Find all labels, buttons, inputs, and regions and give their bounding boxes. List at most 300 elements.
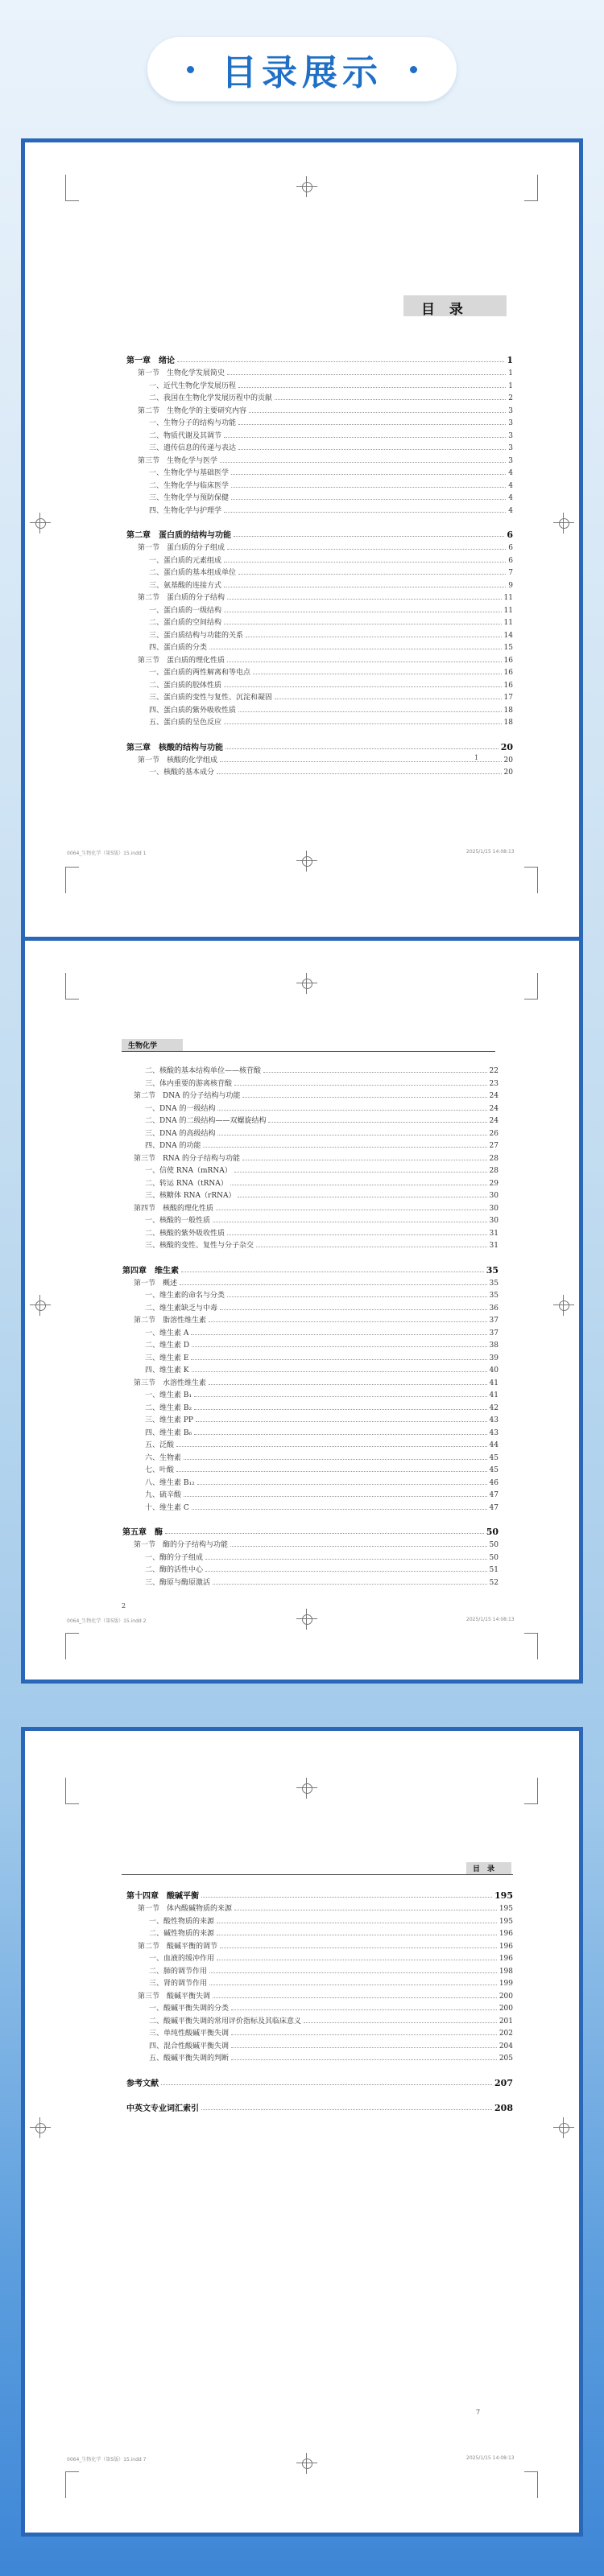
toc-entry-page: 18: [503, 706, 513, 715]
toc-entry-page: 199: [499, 1980, 513, 1988]
toc-entry-page: 44: [489, 1441, 499, 1449]
toc-entry-page: 28: [489, 1167, 499, 1175]
toc-section-row: [126, 1902, 513, 1915]
toc-entry-page: 36: [489, 1304, 499, 1313]
header-rule: [122, 1874, 513, 1875]
dot-leader: [161, 2084, 492, 2085]
bullet-dot-icon: [410, 66, 417, 73]
toc-chapter-row: [126, 2096, 513, 2115]
toc-entry-page: 35: [486, 1264, 499, 1276]
print-footer-left: 0064_生物化学（第5版）15.indd 2: [67, 1618, 147, 1624]
toc-entry-title: 三、单纯性酸碱平衡失调: [149, 2030, 230, 2038]
toc-entry-page: 37: [489, 1317, 499, 1325]
toc-entry-title: 第一章 绪论: [126, 357, 175, 365]
toc-item-row: [122, 1364, 499, 1377]
dot-leader: [231, 474, 506, 475]
toc-entry-page: 39: [489, 1354, 499, 1362]
toc-entry-title: 第一节 体内酸碱物质的来源: [138, 1905, 233, 1913]
toc-entry-page: 200: [499, 2005, 513, 2013]
toc-entry-title: 第一节 蛋白质的分子组成: [138, 544, 225, 552]
toc-item-row: [122, 1065, 499, 1078]
dot-leader: [227, 1296, 487, 1297]
dot-leader: [192, 1346, 486, 1347]
toc-item-row: [122, 1389, 499, 1402]
toc-entry-page: 198: [499, 1967, 513, 1976]
toc-entry-title: 二、转运 RNA（tRNA）: [145, 1179, 228, 1188]
toc-item-row: [122, 1115, 499, 1127]
crop-mark-icon: [524, 973, 538, 999]
toc-entry-page: 43: [489, 1416, 499, 1424]
toc-item-row: [126, 616, 513, 629]
toc-entry-title: 第五章 酶: [122, 1528, 163, 1537]
toc-entry-page: 207: [494, 2077, 513, 2088]
toc-entry-page: 37: [489, 1329, 499, 1337]
toc-list: [122, 1065, 499, 1589]
toc-chapter-row: [122, 1258, 499, 1277]
page-number: 7: [476, 2409, 481, 2416]
toc-section-row: [122, 1277, 499, 1290]
toc-list: [126, 348, 513, 779]
toc-item-row: [122, 1477, 499, 1490]
toc-section-row: [126, 1940, 513, 1953]
toc-entry-title: 一、近代生物化学发展历程: [149, 381, 237, 390]
toc-entry-title: 第二节 酸碱平衡的调节: [138, 1942, 218, 1951]
crop-mark-icon: [65, 1633, 79, 1659]
dot-leader: [201, 2109, 492, 2110]
toc-item-row: [126, 380, 513, 393]
toc-entry-page: 4: [508, 469, 513, 477]
dot-leader: [220, 462, 506, 463]
toc-item-row: [126, 766, 513, 779]
dot-leader: [234, 1172, 487, 1173]
toc-entry-page: 18: [503, 719, 513, 727]
toc-entry-page: 3: [508, 406, 513, 415]
toc-item-row: [126, 430, 513, 443]
toc-entry-page: 195: [499, 1905, 513, 1913]
toc-entry-page: 20: [503, 756, 513, 765]
toc-entry-title: 二、我国在生物化学发展历程中的贡献: [149, 394, 273, 402]
toc-item-row: [122, 1327, 499, 1340]
toc-section-row: [126, 405, 513, 418]
dot-leader: [191, 1359, 486, 1360]
toc-entry-title: 三、蛋白质结构与功能的关系: [149, 631, 244, 640]
toc-item-row: [122, 1140, 499, 1152]
toc-page-3: [21, 1727, 583, 2537]
toc-entry-title: 六、生物素: [145, 1453, 182, 1462]
toc-entry-title: 二、物质代谢及其调节: [149, 431, 222, 440]
toc-entry-title: 八、维生素 B₁₂: [145, 1478, 195, 1487]
toc-entry-title: 四、维生素 B₆: [145, 1428, 192, 1437]
page-number: 1: [474, 754, 479, 761]
toc-entry-page: 38: [489, 1342, 499, 1350]
dot-leader: [220, 761, 502, 762]
registration-mark-icon: [553, 1295, 574, 1316]
toc-item-row: [122, 1339, 499, 1352]
toc-entry-page: 9: [508, 581, 513, 590]
toc-entry-title: 第三节 蛋白质的理化性质: [138, 656, 225, 665]
toc-entry-page: 1: [507, 355, 513, 365]
toc-entry-page: 29: [489, 1179, 499, 1188]
toc-entry-page: 6: [507, 530, 513, 540]
toc-entry-page: 6: [508, 556, 513, 565]
toc-item-row: [122, 1552, 499, 1564]
toc-item-row: [122, 1189, 499, 1202]
registration-mark-icon: [296, 973, 317, 994]
dot-leader: [176, 1446, 487, 1447]
registration-mark-icon: [30, 1295, 51, 1316]
crop-mark-icon: [524, 175, 538, 201]
toc-entry-page: 15: [503, 644, 513, 652]
toc-item-row: [126, 1965, 513, 1978]
dot-leader: [275, 399, 506, 400]
registration-mark-icon: [30, 513, 51, 534]
toc-entry-title: 七、叶酸: [145, 1466, 175, 1474]
toc-entry-title: 第二节 蛋白质的分子结构: [138, 594, 225, 602]
toc-page-1: [21, 138, 583, 948]
toc-item-row: [122, 1414, 499, 1427]
toc-entry-title: 十、维生素 C: [145, 1503, 189, 1512]
toc-item-row: [126, 1927, 513, 1940]
toc-entry-title: 二、维生素 B₂: [145, 1403, 192, 1412]
toc-entry-title: 二、碱性物质的来源: [149, 1930, 215, 1938]
crop-mark-icon: [65, 2471, 79, 2498]
toc-entry-page: 52: [489, 1578, 499, 1587]
toc-entry-page: 35: [489, 1292, 499, 1300]
toc-item-row: [122, 1289, 499, 1302]
dot-leader: [238, 711, 502, 712]
toc-entry-page: 45: [489, 1453, 499, 1462]
dot-leader: [194, 1409, 486, 1410]
toc-item-row: [126, 554, 513, 567]
toc-entry-page: 7: [508, 569, 513, 577]
toc-heading: 目 录: [421, 302, 468, 318]
dot-leader: [231, 2009, 497, 2010]
toc-entry-page: 11: [503, 619, 513, 627]
banner-title: 目录展示: [221, 52, 383, 93]
toc-entry-title: 二、蛋白质的空间结构: [149, 619, 222, 627]
section-banner: [147, 37, 457, 101]
dot-leader: [224, 562, 506, 563]
dot-leader: [238, 574, 506, 575]
toc-entry-page: 24: [489, 1092, 499, 1100]
toc-entry-title: 三、维生素 PP: [145, 1416, 193, 1424]
dot-leader: [231, 2059, 497, 2060]
toc-item-row: [122, 1177, 499, 1190]
dot-leader: [203, 1147, 486, 1148]
toc-entry-title: 一、核酸的一般性质: [145, 1217, 211, 1225]
dot-leader: [213, 1584, 487, 1585]
toc-entry-page: 205: [499, 2055, 513, 2063]
toc-item-row: [126, 666, 513, 679]
toc-item-row: [122, 1427, 499, 1440]
dot-leader: [234, 1085, 487, 1086]
toc-entry-page: 22: [489, 1067, 499, 1075]
toc-entry-page: 24: [489, 1104, 499, 1113]
dot-leader: [180, 1284, 487, 1285]
toc-section-row: [122, 1202, 499, 1215]
dot-leader: [268, 1122, 486, 1123]
toc-entry-page: 204: [499, 2042, 513, 2050]
toc-entry-page: 30: [489, 1217, 499, 1225]
toc-item-row: [126, 704, 513, 717]
toc-entry-title: 三、遗传信息的传递与表达: [149, 444, 237, 452]
toc-heading-box: [403, 295, 507, 316]
toc-entry-page: 17: [503, 694, 513, 702]
toc-entry-title: 二、肺的调节作用: [149, 1967, 208, 1976]
toc-entry-page: 1: [508, 381, 513, 390]
toc-section-row: [122, 1152, 499, 1165]
toc-entry-page: 4: [508, 481, 513, 490]
toc-item-row: [122, 1227, 499, 1240]
toc-entry-page: 208: [494, 2102, 513, 2113]
toc-entry-title: 第三节 生物化学与医学: [138, 456, 218, 465]
toc-entry-title: 第一节 生物化学发展简史: [138, 369, 225, 377]
registration-mark-icon: [296, 1778, 317, 1799]
running-head-box: [466, 1862, 511, 1874]
toc-entry-title: 二、酶的活性中心: [145, 1566, 204, 1574]
toc-item-row: [126, 641, 513, 654]
toc-entry-title: 五、蛋白质的呈色反应: [149, 719, 222, 727]
toc-list: [126, 1883, 513, 2115]
toc-entry-title: 三、肾的调节作用: [149, 1980, 208, 1988]
toc-entry-page: 6: [508, 544, 513, 552]
dot-leader: [217, 773, 502, 774]
dot-leader: [197, 1484, 487, 1485]
dot-leader: [217, 1135, 486, 1136]
toc-item-row: [126, 442, 513, 455]
toc-item-row: [122, 1577, 499, 1589]
toc-entry-title: 第一节 核酸的化学组成: [138, 756, 218, 765]
dot-leader: [201, 1897, 492, 1898]
toc-chapter-row: [126, 2071, 513, 2090]
dot-leader: [191, 1334, 486, 1335]
toc-entry-title: 二、DNA 的二级结构——双螺旋结构: [145, 1117, 267, 1125]
toc-entry-page: 50: [486, 1527, 499, 1537]
registration-mark-icon: [296, 1609, 317, 1630]
toc-entry-title: 一、蛋白质的一级结构: [149, 606, 222, 615]
toc-item-row: [126, 1952, 513, 1965]
dot-leader: [165, 1533, 484, 1534]
toc-entry-title: 一、蛋白质的两性解离和等电点: [149, 669, 251, 677]
toc-entry-title: 第三节 水溶性维生素: [134, 1379, 207, 1387]
dot-leader: [231, 487, 506, 488]
toc-item-row: [122, 1127, 499, 1140]
running-head-box: [122, 1039, 183, 1051]
toc-section-row: [122, 1377, 499, 1390]
page-sheet: [25, 1731, 579, 2533]
toc-entry-title: 第二节 脂溶性维生素: [134, 1317, 207, 1325]
dot-leader: [231, 499, 506, 500]
registration-mark-icon: [553, 2117, 574, 2138]
toc-entry-title: 中英文专业词汇索引: [126, 2104, 199, 2113]
crop-mark-icon: [524, 1633, 538, 1659]
toc-entry-title: 三、维生素 E: [145, 1354, 189, 1362]
dot-leader: [192, 1371, 487, 1372]
toc-entry-title: 第四节 核酸的理化性质: [134, 1204, 214, 1213]
toc-entry-title: 一、酸碱平衡失调的分类: [149, 2005, 230, 2013]
dot-leader: [192, 1509, 487, 1510]
crop-mark-icon: [65, 175, 79, 201]
toc-item-row: [122, 1103, 499, 1115]
dot-leader: [304, 2022, 497, 2023]
dot-leader: [227, 1234, 487, 1235]
dot-leader: [213, 1997, 497, 1998]
crop-mark-icon: [65, 1778, 79, 1804]
toc-section-row: [122, 1314, 499, 1327]
toc-entry-title: 第二节 生物化学的主要研究内容: [138, 406, 247, 415]
crop-mark-icon: [65, 867, 79, 893]
toc-entry-page: 3: [508, 419, 513, 427]
toc-section-row: [126, 591, 513, 604]
toc-entry-page: 196: [499, 1930, 513, 1938]
toc-entry-title: 一、维生素 B₁: [145, 1391, 192, 1399]
header-rule: [122, 1051, 495, 1052]
toc-chapter-row: [126, 1883, 513, 1902]
toc-entry-page: 3: [508, 456, 513, 465]
toc-entry-page: 27: [489, 1142, 499, 1150]
toc-entry-title: 三、生物化学与预防保健: [149, 494, 230, 502]
toc-entry-title: 第二节 DNA 的分子结构与功能: [134, 1092, 241, 1100]
registration-mark-icon: [296, 2453, 317, 2474]
toc-section-row: [126, 455, 513, 468]
dot-leader: [224, 437, 506, 438]
toc-item-row: [126, 2002, 513, 2015]
dot-leader: [231, 2034, 497, 2035]
toc-entry-page: 11: [503, 606, 513, 615]
toc-entry-page: 50: [489, 1553, 499, 1562]
toc-entry-page: 51: [489, 1566, 499, 1574]
toc-item-row: [122, 1214, 499, 1227]
toc-entry-title: 三、氨基酸的连接方式: [149, 581, 222, 590]
toc-entry-page: 23: [489, 1079, 499, 1088]
dot-leader: [209, 1321, 487, 1322]
toc-entry-page: 31: [489, 1242, 499, 1250]
toc-section-row: [122, 1539, 499, 1552]
toc-entry-title: 第十四章 酸碱平衡: [126, 1892, 199, 1901]
toc-entry-title: 二、维生素缺乏与中毒: [145, 1304, 218, 1313]
dot-leader: [234, 536, 504, 537]
toc-entry-title: 第四章 维生素: [122, 1266, 179, 1276]
toc-entry-page: 47: [489, 1503, 499, 1512]
toc-entry-title: 二、核酸的基本结构单位——核苷酸: [145, 1067, 262, 1075]
toc-entry-title: 三、核糖体 RNA（rRNA）: [145, 1192, 236, 1200]
toc-entry-title: 一、维生素的命名与分类: [145, 1292, 225, 1300]
toc-entry-title: 一、酶的分子组成: [145, 1553, 204, 1562]
toc-entry-page: 14: [503, 631, 513, 640]
toc-entry-title: 三、酶原与酶原激活: [145, 1578, 211, 1587]
toc-entry-title: 一、血液的缓冲作用: [149, 1955, 215, 1963]
dot-leader: [224, 686, 502, 687]
crop-mark-icon: [524, 2471, 538, 2498]
toc-item-row: [122, 1489, 499, 1502]
toc-section-row: [126, 542, 513, 554]
toc-item-row: [126, 1915, 513, 1928]
toc-entry-page: 20: [503, 769, 513, 777]
toc-entry-title: 二、维生素 D: [145, 1342, 190, 1350]
toc-entry-title: 四、混合性酸碱平衡失调: [149, 2042, 230, 2050]
toc-entry-page: 26: [489, 1129, 499, 1138]
dot-leader: [230, 1546, 487, 1547]
toc-entry-page: 46: [489, 1478, 499, 1487]
toc-entry-title: 一、生物化学与基础医学: [149, 469, 230, 477]
dot-leader: [220, 1947, 497, 1948]
print-footer-right: 2025/1/15 14:08:13: [466, 2455, 515, 2461]
toc-entry-title: 四、生物化学与护理学: [149, 506, 222, 515]
dot-leader: [224, 512, 506, 513]
toc-entry-page: 16: [503, 681, 513, 690]
toc-item-row: [122, 1439, 499, 1452]
dot-leader: [194, 1396, 486, 1397]
toc-item-row: [122, 1564, 499, 1577]
page-number: 2: [122, 1602, 126, 1609]
toc-entry-page: 196: [499, 1942, 513, 1951]
toc-item-row: [122, 1402, 499, 1415]
toc-entry-title: 一、信使 RNA（mRNA）: [145, 1167, 232, 1175]
toc-entry-page: 50: [489, 1541, 499, 1549]
page-sheet: [25, 142, 579, 944]
toc-entry-page: 30: [489, 1204, 499, 1213]
toc-chapter-row: [126, 522, 513, 542]
toc-entry-title: 五、酸碱平衡失调的判断: [149, 2055, 230, 2063]
toc-entry-page: 40: [489, 1366, 499, 1375]
dot-leader: [227, 599, 502, 600]
toc-entry-title: 一、酸性物质的来源: [149, 1917, 215, 1926]
toc-entry-page: 16: [503, 669, 513, 677]
toc-entry-title: 二、蛋白质的胶体性质: [149, 681, 222, 690]
toc-entry-page: 2: [508, 394, 513, 402]
toc-chapter-row: [126, 735, 513, 754]
toc-entry-title: 第一节 概述: [134, 1279, 178, 1288]
dot-leader: [227, 549, 506, 550]
toc-page-2: [21, 937, 583, 1684]
dot-leader: [177, 361, 504, 362]
toc-item-row: [122, 1078, 499, 1090]
toc-entry-title: 第三节 RNA 的分子结构与功能: [134, 1154, 241, 1163]
print-footer-right: 2025/1/15 14:08:13: [466, 1617, 515, 1622]
dot-leader: [184, 1496, 487, 1497]
toc-item-row: [126, 2027, 513, 2040]
toc-item-row: [126, 2040, 513, 2053]
toc-item-row: [122, 1239, 499, 1252]
registration-mark-icon: [553, 513, 574, 534]
toc-entry-page: 4: [508, 494, 513, 502]
toc-item-row: [126, 716, 513, 729]
dot-leader: [238, 449, 506, 450]
dot-leader: [196, 1421, 487, 1422]
dot-leader: [209, 1384, 487, 1385]
toc-item-row: [126, 691, 513, 704]
toc-item-row: [126, 629, 513, 642]
dot-leader: [231, 2047, 497, 2048]
toc-item-row: [126, 604, 513, 617]
dot-leader: [205, 1571, 487, 1572]
toc-entry-title: 一、核酸的基本成分: [149, 769, 215, 777]
toc-item-row: [122, 1502, 499, 1515]
dot-leader: [194, 1434, 486, 1435]
toc-entry-page: 42: [489, 1403, 499, 1412]
toc-chapter-row: [126, 348, 513, 367]
toc-entry-title: 三、核酸的变性、复性与分子杂交: [145, 1242, 254, 1250]
toc-item-row: [122, 1452, 499, 1465]
toc-entry-title: 一、蛋白质的元素组成: [149, 556, 222, 565]
dot-leader: [224, 723, 502, 724]
print-footer-left: 0064_生物化学（第5版）15.indd 7: [67, 2457, 147, 2463]
toc-entry-title: 二、酸碱平衡失调的常用评价指标及其临床意义: [149, 2017, 302, 2026]
toc-entry-page: 35: [489, 1279, 499, 1288]
crop-mark-icon: [524, 867, 538, 893]
toc-section-row: [122, 1090, 499, 1103]
toc-section-row: [126, 754, 513, 767]
